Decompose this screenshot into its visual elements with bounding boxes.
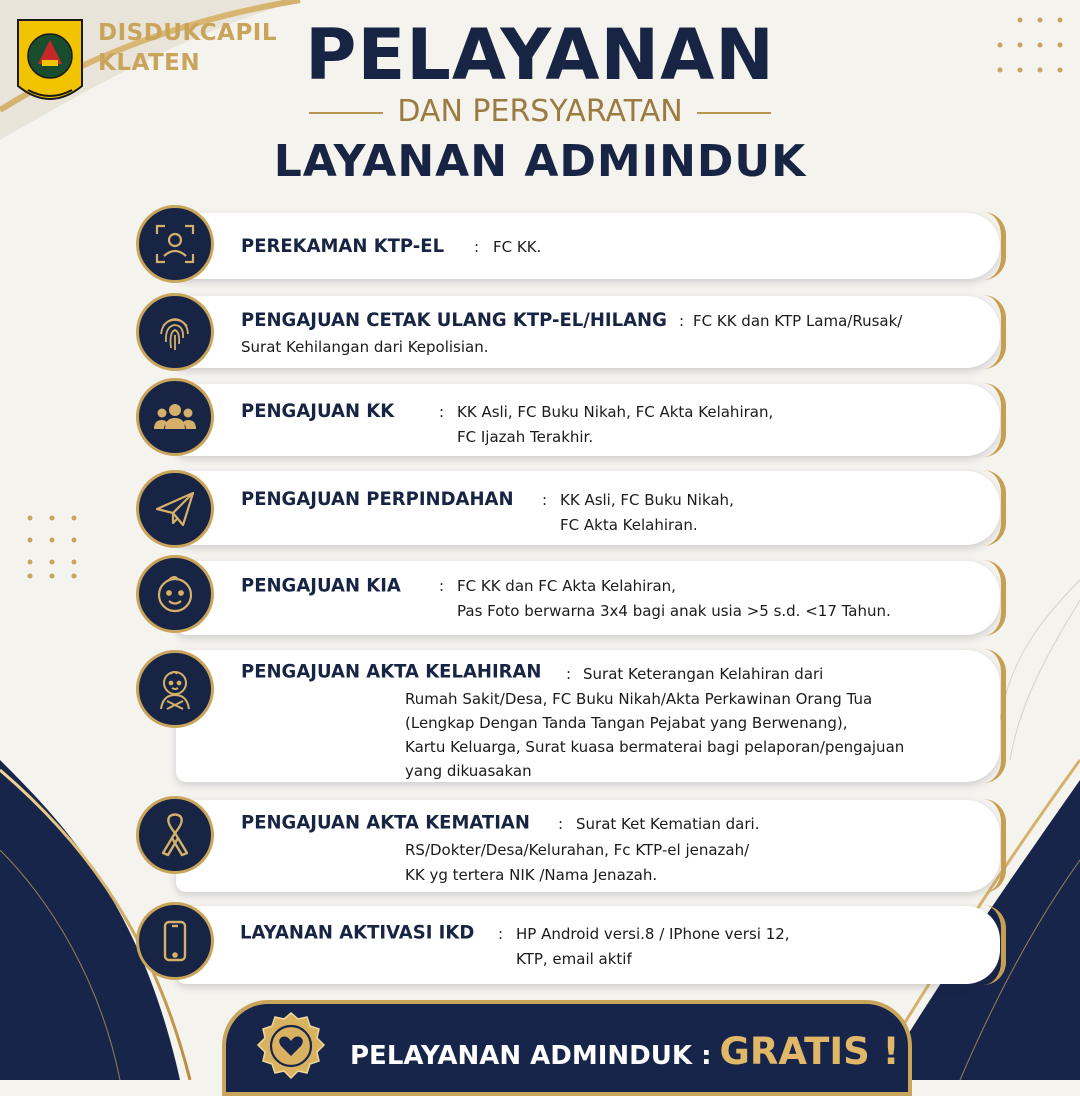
service-requirement: KK yg tertera NIK /Nama Jenazah. [405,866,658,884]
divider-left [309,112,383,114]
page-title: PELAYANAN [305,14,775,96]
service-separator: : [566,665,572,683]
service-separator: : [474,238,480,256]
service-separator: : [439,577,445,595]
service-requirement: (Lengkap Dengan Tanda Tangan Pejabat yang Berwenang), [405,714,848,732]
paper-plane-icon [136,470,214,548]
service-name: PENGAJUAN CETAK ULANG KTP-EL/HILANG [241,309,667,332]
service-requirement: Kartu Keluarga, Surat kuasa bermaterai bagi pelaporan/pengajuan [405,738,905,756]
service-row [0,800,1080,892]
service-name: LAYANAN AKTIVASI IKD [240,921,475,944]
service-requirement: FC Akta Kelahiran. [560,516,698,534]
divider-right [697,112,771,114]
service-row [0,384,1080,456]
child-face-icon [136,555,214,633]
service-requirement: KTP, email aktif [516,950,632,968]
service-row [0,213,1080,279]
service-requirement: Surat Ket Kematian dari. [576,815,760,833]
service-requirement: HP Android versi.8 / IPhone versi 12, [516,925,790,943]
page-subtitle-text: DAN PERSYARATAN [397,94,683,129]
service-separator: : [439,403,445,421]
baby-icon [136,650,214,728]
service-requirement: Surat Keterangan Kelahiran dari [583,665,824,683]
service-separator: : [542,491,548,509]
service-row [0,296,1080,368]
service-row [0,650,1080,782]
service-separator: : [558,815,564,833]
service-name: PENGAJUAN KIA [241,574,401,597]
footer-text [350,1026,900,1082]
page-heading: LAYANAN ADMINDUK [273,136,807,187]
footer-highlight: GRATIS ! [719,1030,900,1073]
service-separator: : [498,925,504,943]
service-requirement: Surat Kehilangan dari Kepolisian. [241,338,489,356]
service-name: PEREKAMAN KTP-EL [241,235,445,258]
service-requirement: FC KK dan KTP Lama/Rusak/ [693,312,903,330]
ribbon-icon [136,796,214,874]
service-separator: : [679,312,685,330]
service-row [0,471,1080,545]
page-subtitle [0,92,1080,132]
fingerprint-icon [136,293,214,371]
face-scan-icon [136,205,214,283]
service-requirement: Pas Foto berwarna 3x4 bagi anak usia >5 s.d. <17 Tahun. [457,602,891,620]
service-name: PENGAJUAN PERPINDAHAN [241,488,514,511]
org-name-line2: KLATEN [98,50,201,76]
smartphone-icon [136,902,214,980]
service-requirement: yang dikuasakan [405,762,532,780]
service-requirement: RS/Dokter/Desa/Kelurahan, Fc KTP-el jenazah/ [405,841,750,859]
service-requirement: FC KK. [493,238,542,256]
org-name-line1: DISDUKCAPIL [98,20,278,46]
family-icon [136,378,214,456]
service-requirement: Rumah Sakit/Desa, FC Buku Nikah/Akta Perkawinan Orang Tua [405,690,873,708]
service-name: PENGAJUAN AKTA KELAHIRAN [241,660,542,683]
service-row [0,561,1080,635]
service-name: PENGAJUAN AKTA KEMATIAN [241,811,530,834]
service-name: PENGAJUAN KK [241,400,395,423]
footer-label: PELAYANAN ADMINDUK : [350,1041,712,1071]
service-requirement: FC KK dan FC Akta Kelahiran, [457,577,676,595]
service-requirement: KK Asli, FC Buku Nikah, FC Akta Kelahiran, [457,403,774,421]
service-requirement: FC Ijazah Terakhir. [457,428,594,446]
heart-badge-icon [254,1010,328,1084]
service-requirement: KK Asli, FC Buku Nikah, [560,491,734,509]
service-row [0,906,1080,984]
